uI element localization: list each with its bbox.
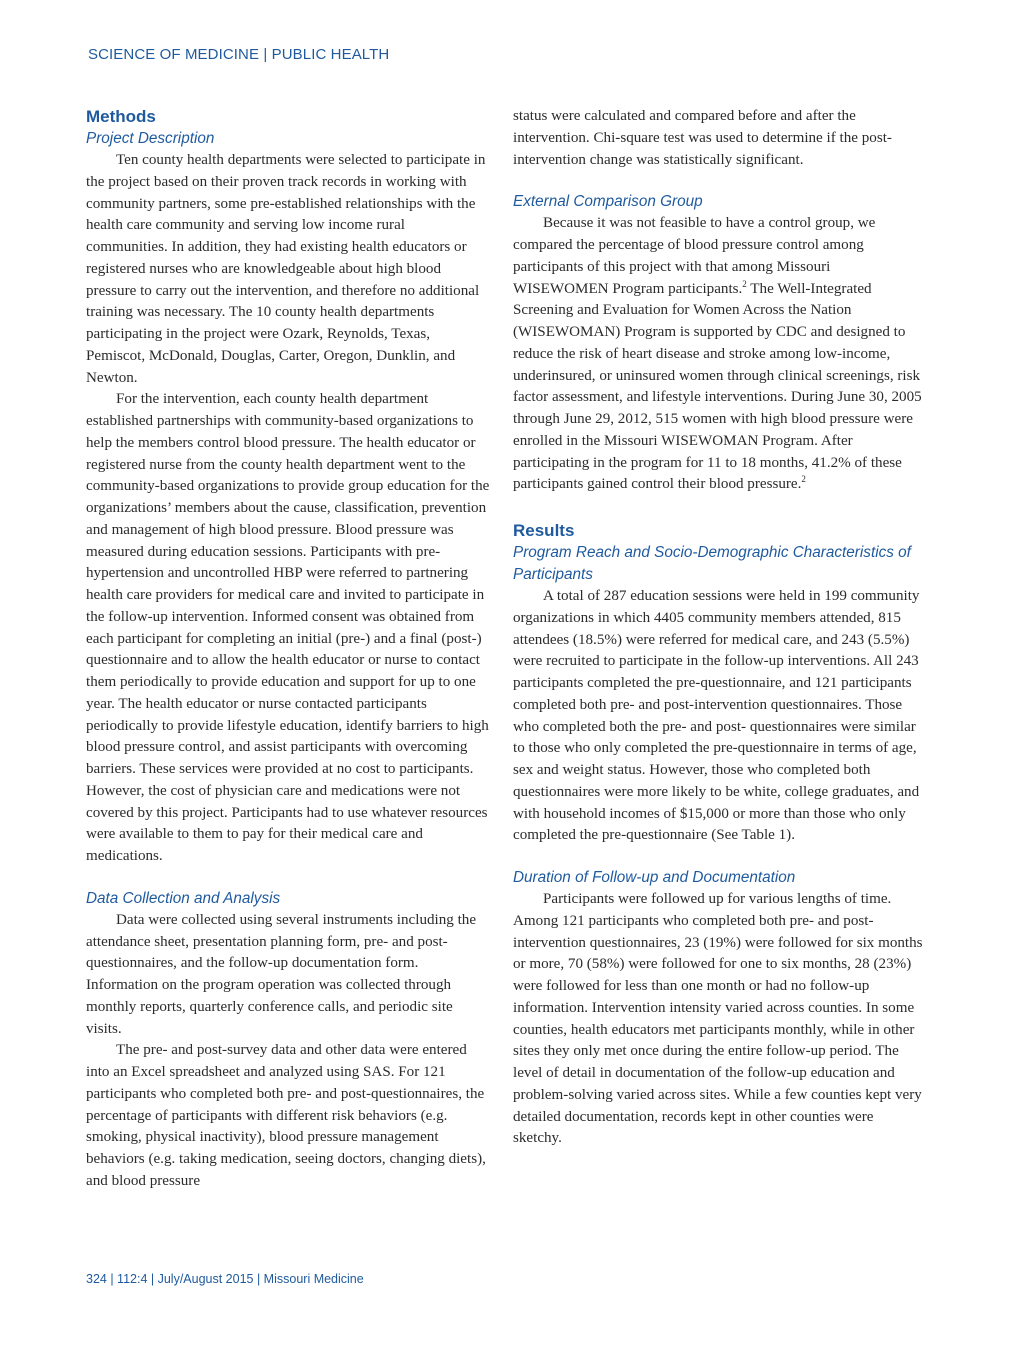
data-collection-paragraph-2: The pre- and post-survey data and other data were entered into an Excel spreadsheet and analyzed using SAS. For 121 participants who completed both pre- and post-questionnaires, the percentage of participants with different risk behaviors (e.g. smoking, physical inactivity), blood pressure management behaviors (e.g. taking medication, seeing doctors, changing diets), and blood pressure — [86, 1042, 486, 1189]
project-description-paragraph-2: For the intervention, each county health department established partnerships with community-based organizations to help the members control blood pressure. The health educator or registered nurse from the county health department went to the community-based organizations to provide group education for the organizations’ members about the cause, classification, prevention and management of high blood pressure. Blood pressure was measured during education sessions. Participants with pre-hypertension and uncontrolled HBP were referred to partnering health care providers for medical care and invited to participate in the follow-up intervention. Informed consent was obtained from each participant for completing an initial (pre-) and a final (post-) questionnaire and to allow the health educator or nurse to contact them periodically to provide education and support for up to one year. The health educator or nurse contacted participants periodically to provide lifestyle education, identify barriers to high blood pressure control, and assist participants with overcoming barriers. These services were provided at no cost to participants. However, the cost of physician care and medications were not covered by this project. Participants had to use whatever resources were available to them to pay for their medical care and medications. — [86, 391, 490, 864]
project-description-paragraph-1: Ten county health departments were selected to participate in the project based on their proven track records in working with community partners, some pre-established relationships with the health care community and serving low income rural communities. In addition, they had existing health educators or registered nurses who are knowledgeable about high blood pressure to carry out the intervention, and therefore no additional training was necessary. The 10 county health departments participating in the project were Ozark, Reynolds, Texas, Pemiscot, McDonald, Douglas, Carter, Oregon, Dunklin, and Newton. — [86, 152, 486, 386]
data-collection-heading: Data Collection and Analysis — [86, 889, 281, 907]
external-comparison-text-a: Because it was not feasible to have a control group, we compared the percentage of blood pressure control among participants of this project with that among Missouri WISEWOMEN Program participants. — [513, 215, 876, 297]
left-column — [86, 106, 490, 1193]
page-footer: 324 | 112:4 | July/August 2015 | Missouri Medicine — [86, 1272, 364, 1286]
duration-heading: Duration of Follow-up and Documentation — [513, 869, 796, 886]
duration-paragraph: Participants were followed up for various lengths of time. Among 121 participants who completed both pre- and post-intervention questionnaires, 23 (19%) were followed for six months or more, 70 (58%) were followed for one to six months, 28 (23%) were followed for less than one month or had no follow-up information. Intervention intensity varied across counties. In some counties, health educators met participants monthly, while in other sites they only met once during the entire follow-up period. The level of detail in documentation of the follow-up education and problem-solving varied across sites. While a few counties kept very detailed documentation, records kept in other counties were sketchy. — [513, 891, 923, 1147]
external-comparison-heading: External Comparison Group — [513, 193, 703, 211]
data-collection-paragraph-1: Data were collected using several instruments including the attendance sheet, presentation planning form, pre- and post-questionnaires, and the follow-up documentation form. Information on the program operation was collected through monthly reports, quarterly conference calls, and periodic site visits. — [86, 911, 477, 1037]
project-description-heading: Project Description — [86, 130, 215, 147]
external-comparison-text-b: The Well-Integrated Screening and Evaluation for Women Across the Nation (WISEWOMAN) Program is supported by CDC and designed to reduce the risk of heart disease and stroke among low-income, underinsured, or uninsured women through clinical screenings, risk factor assessment, and lifestyle interventions. During June 30, 2005 through June 29, 2012, 515 women with high blood pressure were enrolled in the Missouri WISEWOMAN Program. After participating in the program for 11 to 18 months, 41.2% of these participants gained control their blood pressure. — [513, 280, 922, 493]
right-column — [513, 106, 923, 1150]
reference-superscript: 2 — [742, 278, 747, 289]
program-reach-paragraph: A total of 287 education sessions were held in 199 community organizations in which 4405 community members attended, 815 attendees (18.5%) were referred for medical care, and 243 (5.5%) were recruited to participate in the follow-up interventions. All 243 participants completed the pre-questionnaire, and 121 participants completed both pre- and post-intervention questionnaires. Those who completed both the pre- and post- questionnaires were similar to those who only completed the pre-questionnaire in terms of age, sex and weight status. However, those who completed both questionnaires were more likely to be white, college graduates, and with household incomes of $15,000 or more than those who only completed the pre-questionnaire (See Table 1). — [513, 588, 920, 844]
program-reach-heading: Program Reach and Socio-Demographic Characteristics of Participants — [513, 544, 911, 583]
running-header: SCIENCE OF MEDICINE | PUBLIC HEALTH — [88, 46, 390, 63]
continued-paragraph: status were calculated and compared before and after the intervention. Chi-square test was used to determine if the post-intervention change was statistically significant. — [513, 108, 892, 168]
reference-superscript: 2 — [801, 474, 806, 485]
methods-heading: Methods — [86, 107, 156, 126]
results-heading: Results — [513, 521, 575, 540]
external-comparison-paragraph — [513, 213, 923, 496]
